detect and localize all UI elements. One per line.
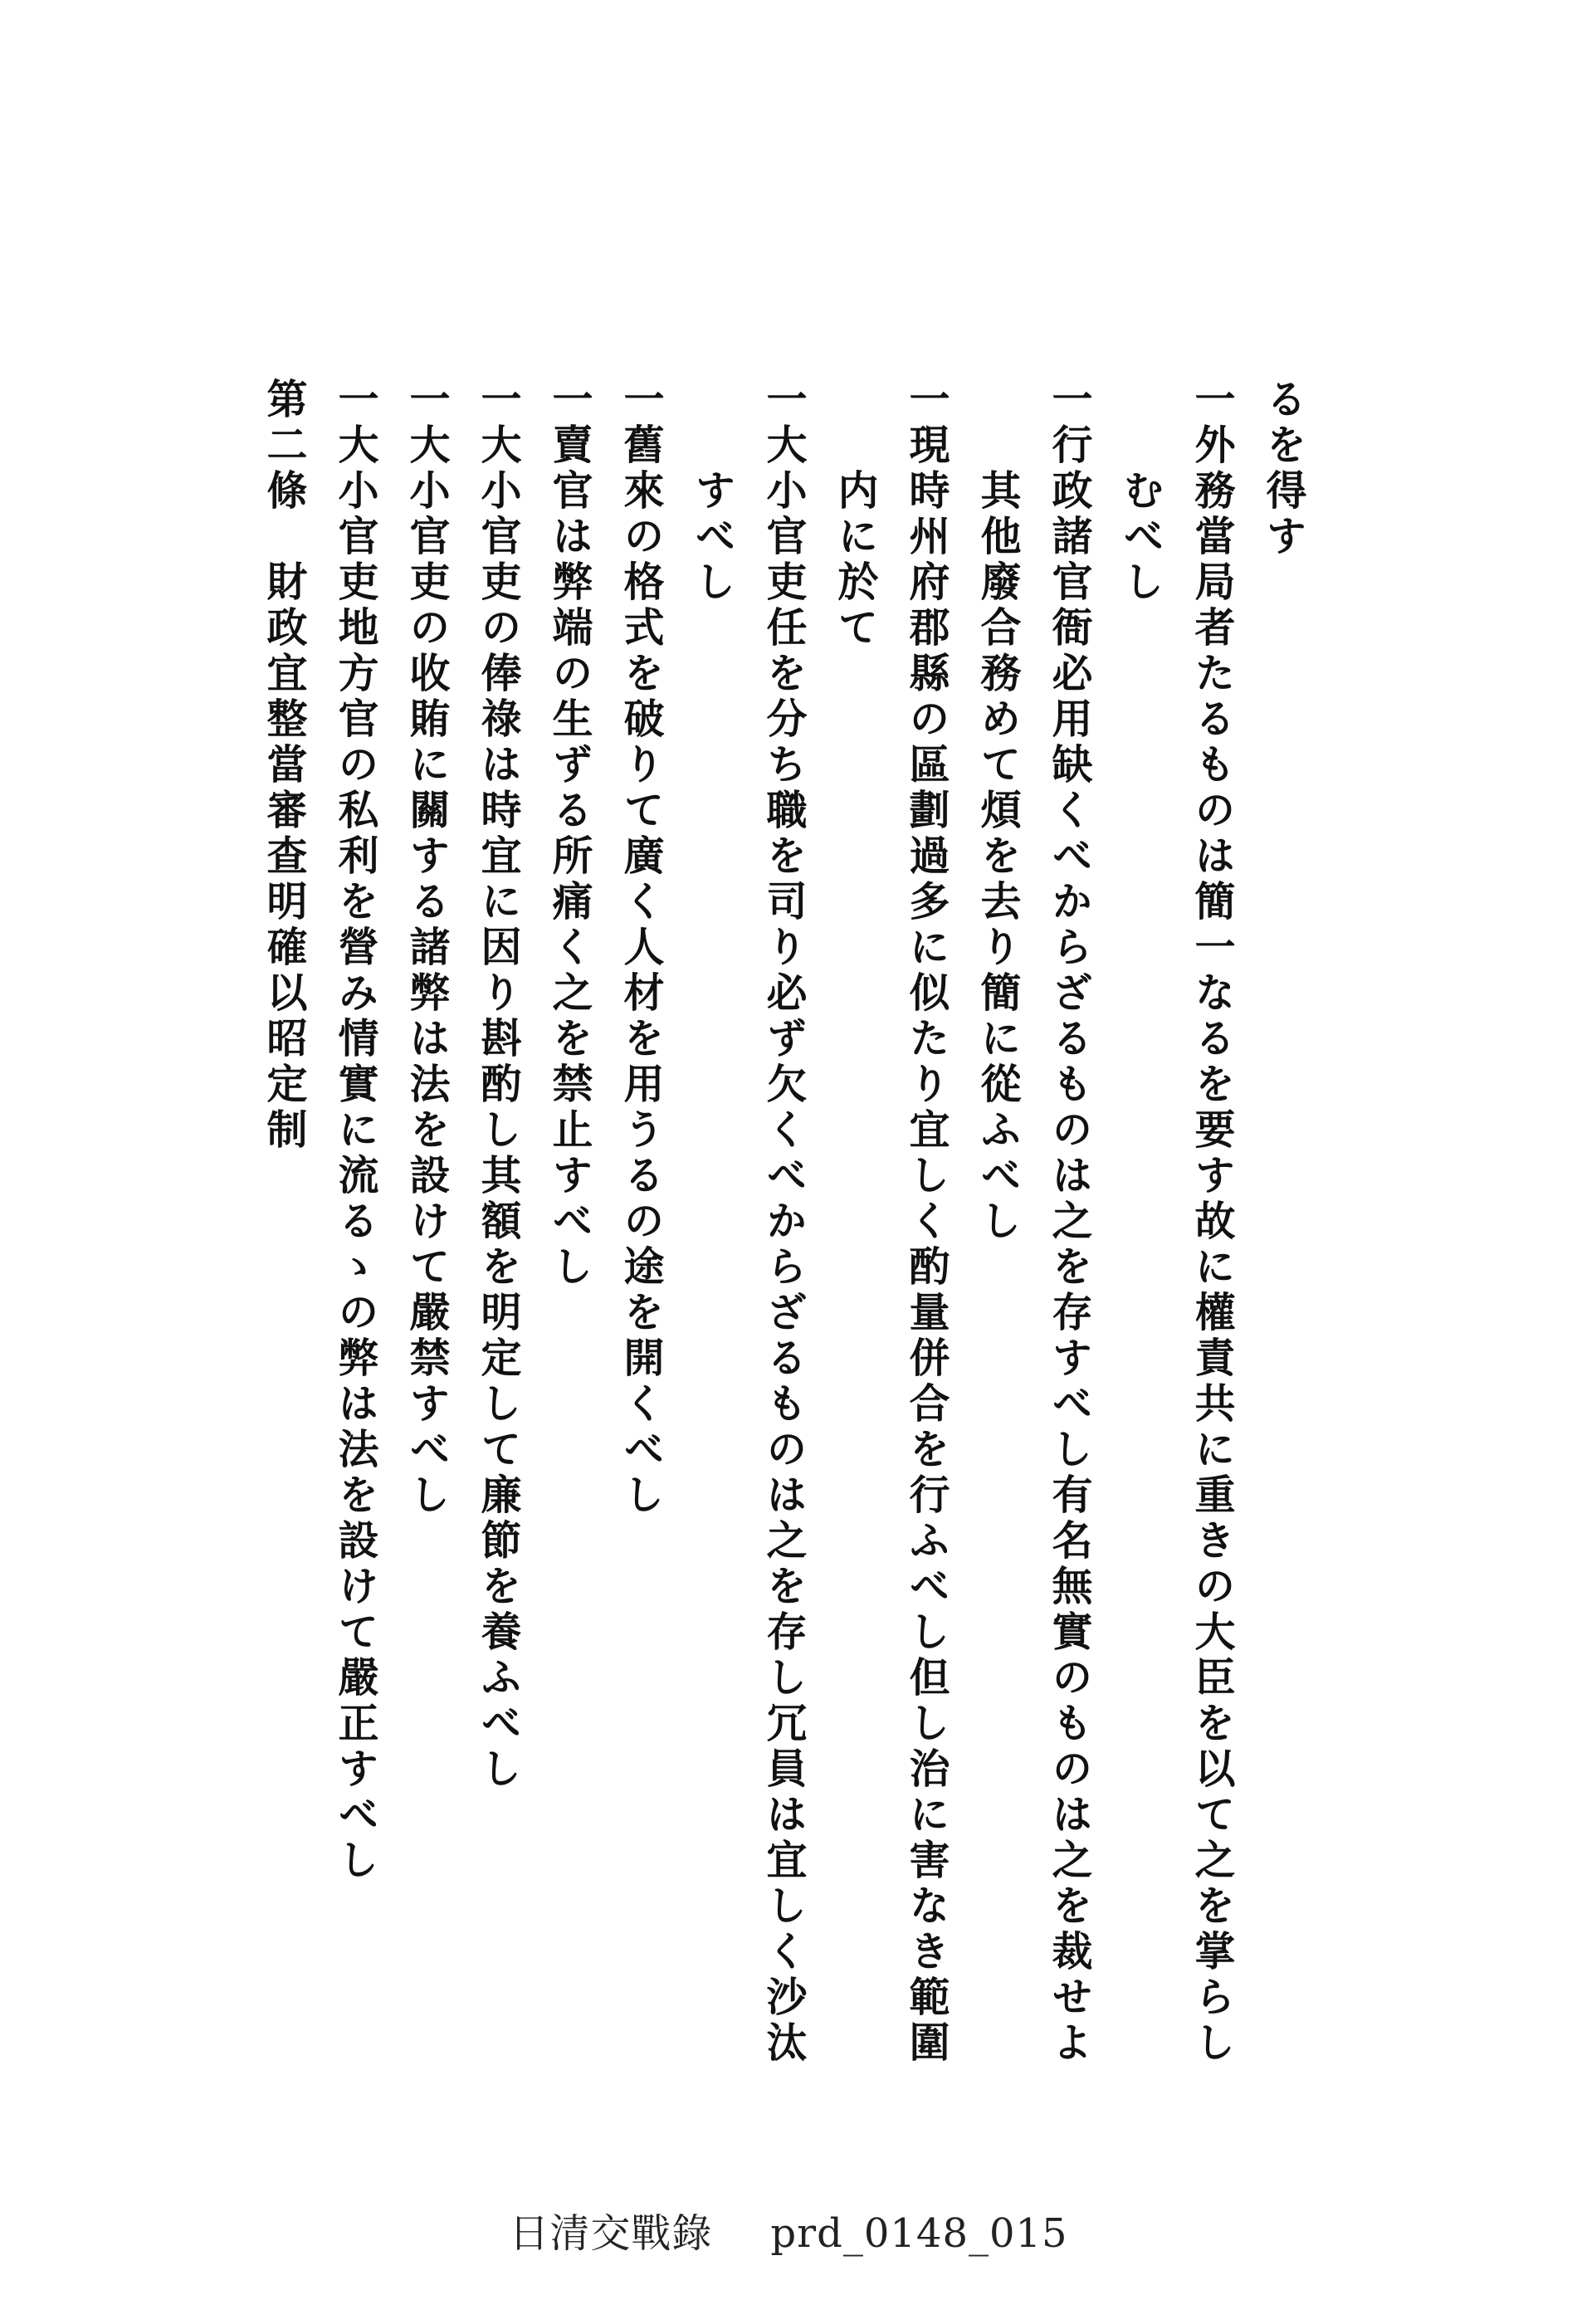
text-column-1: るを得す	[1260, 378, 1308, 560]
text-column-8: 一大小官吏任を分ち職を司り必ず欠くべからざるものは之を存し冗員は宜しく沙汰	[760, 378, 808, 2067]
text-column-3: むべし	[1117, 469, 1165, 606]
text-column-4: 一行政諸官衙必用缺くべからざるものは之を存すべし有名無實のものは之を裁せよ	[1046, 378, 1094, 2067]
page-footer	[0, 2201, 1577, 2258]
footer-id: prd_0148_015	[770, 2210, 1068, 2257]
text-column-5: 其他廢合務めて煩を去り簡に從ふべし	[974, 469, 1023, 1245]
text-column-9: すべし	[689, 469, 737, 606]
text-column-11: 一賣官は弊端の生ずる所痛く之を禁止すべし	[546, 378, 594, 1291]
vertical-text-body	[261, 378, 1320, 2067]
text-column-13: 一大小官吏の收賄に關する諸弊は法を設けて嚴禁すべし	[403, 378, 452, 1519]
text-column-12: 一大小官吏の俸祿は時宜に因り斟酌し其額を明定して廉節を養ふべし	[475, 378, 523, 1793]
text-column-10: 一舊來の格式を破りて廣く人材を用うるの途を開くべし	[618, 378, 666, 1519]
footer-title: 日清交戰錄	[509, 2210, 713, 2257]
text-column-14: 一大小官吏地方官の私利を營み情實に流るゝの弊は法を設けて嚴正すべし	[332, 378, 380, 1884]
text-column-6: 一現時州府郡縣の區劃過多に似たり宜しく酌量併合を行ふべし但し治に害なき範圍	[903, 378, 951, 2067]
text-column-2: 一外務當局者たるものは簡一なるを要す故に權責共に重きの大臣を以て之を掌らし	[1189, 378, 1237, 2067]
article-heading: 第二條 財政宜整當審查明確以昭定制	[261, 378, 309, 1154]
text-column-7: 内に於て	[832, 469, 880, 652]
